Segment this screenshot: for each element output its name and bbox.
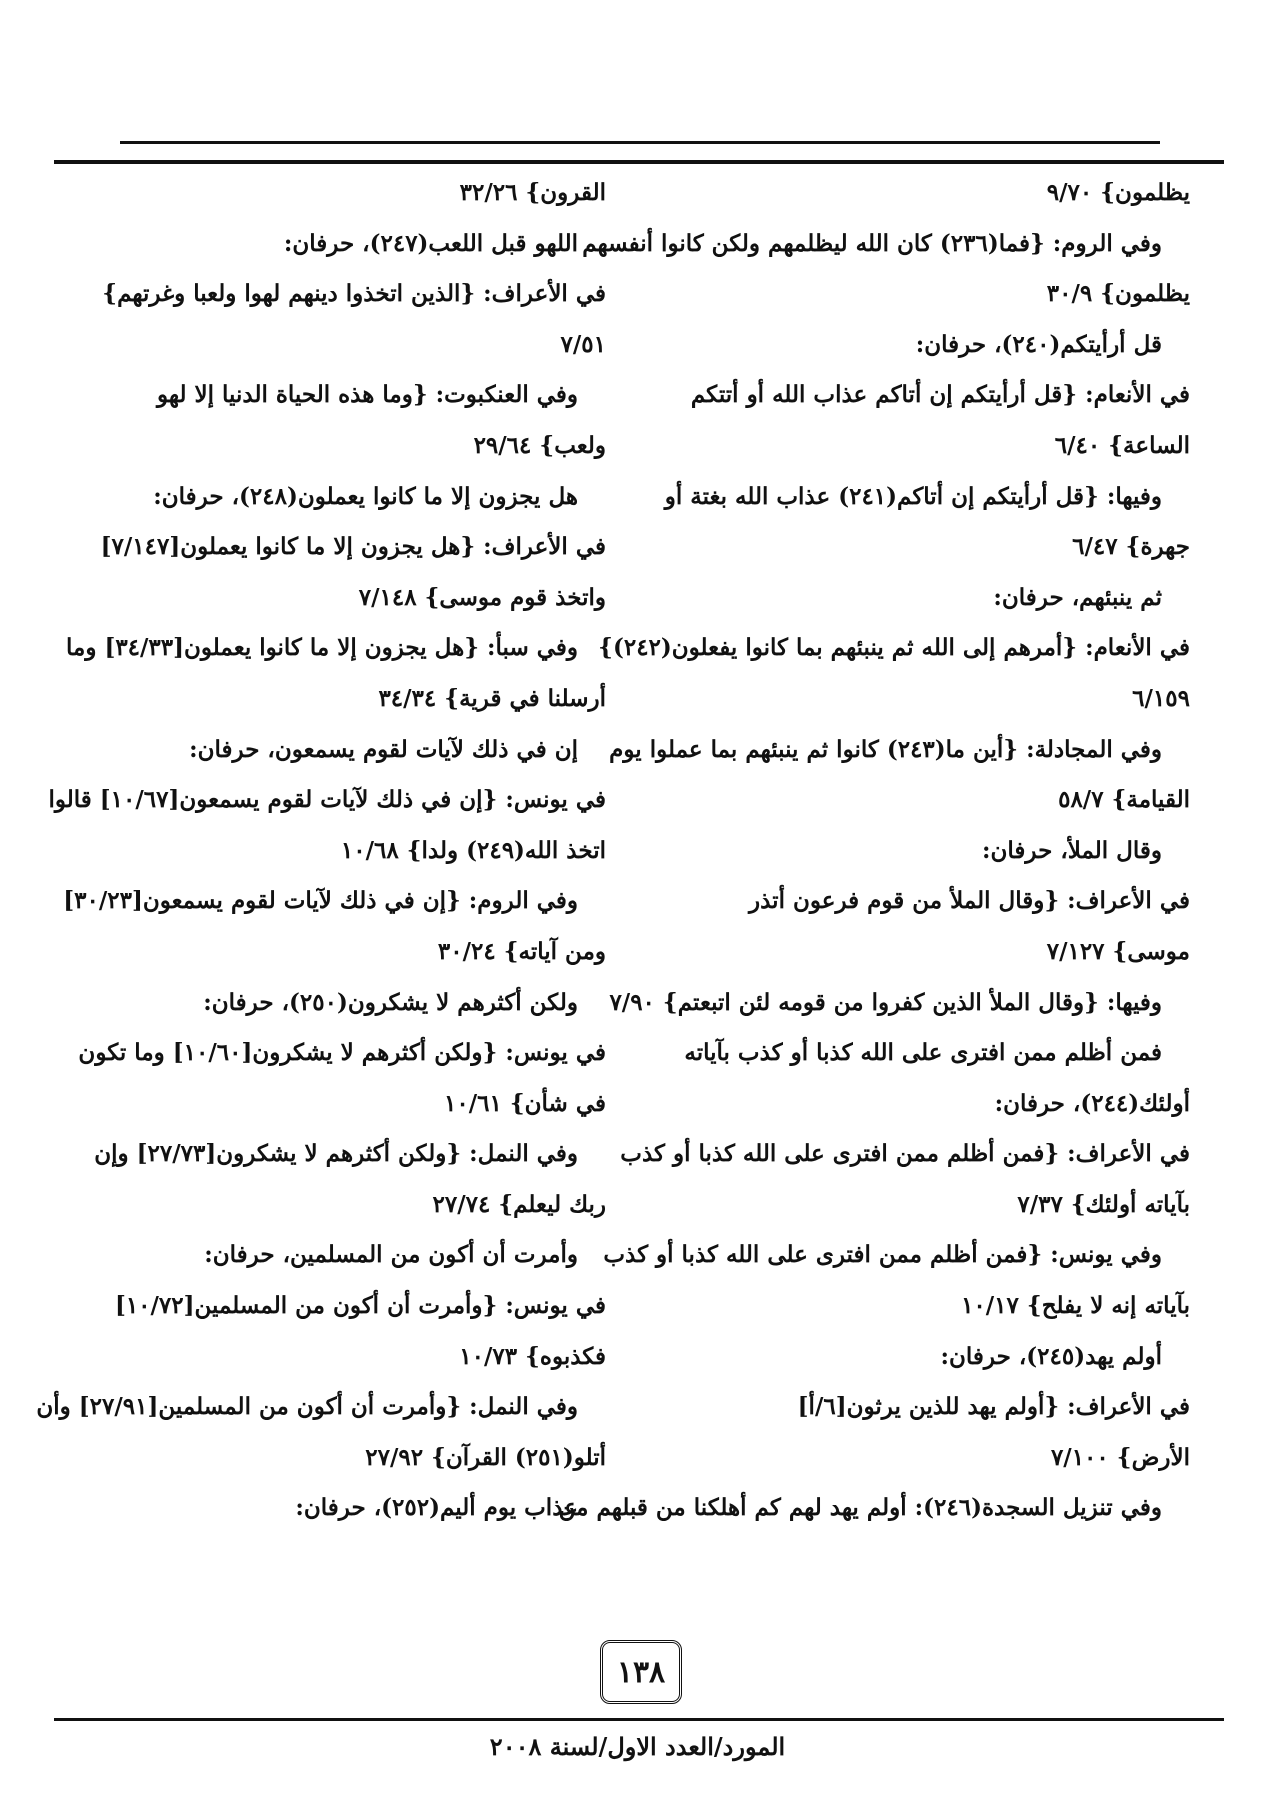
text-line: واتخذ قوم موسى} ٧/١٤٨ <box>358 583 606 611</box>
text-line: عذاب يوم أليم(٢٥٢)، حرفان: <box>295 1494 578 1522</box>
text-line: في الأعراف: {أولم يهد للذين يرثون[٦/أ] <box>797 1393 1190 1421</box>
text-line: الساعة} ٦/٤٠ <box>1054 431 1190 459</box>
text-line: وفي النمل: {وأمرت أن أكون من المسلمين[٢٧/٩١] وأن <box>36 1393 578 1421</box>
text-line: في الأنعام: {أمرهم إلى الله ثم ينبئهم بما كانوا يفعلون(٢٤٢)} <box>598 634 1190 662</box>
text-line: في الأعراف: {الذين اتخذوا دينهم لهوا ولعبا وغرتهم} <box>102 280 606 308</box>
text-line: وفي تنزيل السجدة(٢٤٦): أولم يهد لهم كم أهلكنا من قبلهم من <box>558 1494 1162 1522</box>
text-line: وفي المجادلة: {أين ما(٢٤٣) كانوا ثم ينبئهم بما عملوا يوم <box>609 735 1162 763</box>
text-line: إن في ذلك لآيات لقوم يسمعون، حرفان: <box>189 735 578 763</box>
text-line: وفي الروم: {إن في ذلك لآيات لقوم يسمعون[٣٠/٢٣] <box>63 887 578 915</box>
text-line: أرسلنا في قرية} ٣٤/٣٤ <box>378 684 606 712</box>
journal-footer: المورد/العدد الاول/لسنة ٢٠٠٨ <box>489 1732 786 1761</box>
text-line: يظلمون} ٩/٧٠ <box>1046 179 1190 206</box>
text-line: فكذبوه} ١٠/٧٣ <box>459 1342 606 1370</box>
text-line: وفي الروم: {فما(٢٣٦) كان الله ليظلمهم ولكن كانوا أنفسهم <box>582 229 1162 257</box>
text-line: في يونس: {وأمرت أن أكون من المسلمين[١٠/٧٢] <box>114 1292 606 1320</box>
text-line: في الأنعام: {قل أرأيتكم إن أتاكم عذاب الله أو أتتكم <box>690 381 1190 409</box>
text-line: فمن أظلم ممن افترى على الله كذبا أو كذب بآياته <box>684 1039 1162 1067</box>
text-line: وأمرت أن أكون من المسلمين، حرفان: <box>204 1241 578 1269</box>
text-line: وقال الملأ، حرفان: <box>982 836 1162 864</box>
left-text-column <box>36 168 606 1534</box>
text-line: ربك ليعلم} ٢٧/٧٤ <box>432 1190 606 1218</box>
text-line: في الأعراف: {وقال الملأ من قوم فرعون أتذر <box>749 887 1190 915</box>
text-line: بآياته إنه لا يفلح} ١٠/١٧ <box>961 1292 1190 1320</box>
text-line: يظلمون} ٣٠/٩ <box>1046 280 1190 308</box>
text-line: وفي يونس: {فمن أظلم ممن افترى على الله كذبا أو كذب <box>603 1241 1162 1269</box>
text-line: اللهو قبل اللعب(٢٤٧)، حرفان: <box>283 229 578 257</box>
footer-rule <box>54 1718 1224 1721</box>
header-rule-thick <box>54 160 1224 164</box>
text-line: في يونس: {إن في ذلك لآيات لقوم يسمعون[١٠/٦٧] قالوا <box>48 786 606 814</box>
text-line: ولعب} ٢٩/٦٤ <box>473 431 606 459</box>
text-line: وفي العنكبوت: {وما هذه الحياة الدنيا إلا لهو <box>157 381 578 409</box>
text-line: وفي سبأ: {هل يجزون إلا ما كانوا يعملون[٣٤/٣٣] وما <box>66 634 578 662</box>
text-line: أولئك(٢٤٤)، حرفان: <box>994 1089 1190 1117</box>
text-line: وفي النمل: {ولكن أكثرهم لا يشكرون[٢٧/٧٣] وإن <box>94 1140 578 1168</box>
text-line: في شأن} ١٠/٦١ <box>444 1089 606 1117</box>
text-line: أتلو(٢٥١) القرآن} ٢٧/٩٢ <box>365 1443 606 1471</box>
text-line: ومن آياته} ٣٠/٢٤ <box>437 937 606 965</box>
text-line: أولم يهد(٢٤٥)، حرفان: <box>940 1342 1162 1370</box>
text-line: في يونس: {ولكن أكثرهم لا يشكرون[١٠/٦٠] وما تكون <box>78 1039 606 1067</box>
text-line: اتخذ الله(٢٤٩) ولدا} ١٠/٦٨ <box>340 836 606 864</box>
text-line: ولكن أكثرهم لا يشكرون(٢٥٠)، حرفان: <box>203 988 578 1016</box>
text-line: الأرض} ٧/١٠٠ <box>1050 1443 1190 1471</box>
text-line: في الأعراف: {هل يجزون إلا ما كانوا يعملون[٧/١٤٧] <box>100 533 606 561</box>
text-line: موسى} ٧/١٢٧ <box>1046 937 1190 965</box>
text-line: ٦/١٥٩ <box>1132 684 1190 712</box>
text-line: وفيها: {وقال الملأ الذين كفروا من قومه لئن اتبعتم} ٧/٩٠ <box>609 988 1162 1016</box>
header-rule-thin <box>120 141 1160 144</box>
text-line: القيامة} ٥٨/٧ <box>1058 786 1190 814</box>
page-number: ١٣٨ <box>600 1640 682 1704</box>
text-line: بآياته أولئك} ٧/٣٧ <box>1017 1190 1190 1218</box>
text-line: هل يجزون إلا ما كانوا يعملون(٢٤٨)، حرفان: <box>153 482 578 510</box>
text-line: وفيها: {قل أرأيتكم إن أتاكم(٢٤١) عذاب الله بغتة أو <box>664 482 1162 510</box>
text-line: ٧/٥١ <box>560 330 606 358</box>
text-line: قل أرأيتكم(٢٤٠)، حرفان: <box>915 330 1162 358</box>
text-line: القرون} ٣٢/٢٦ <box>459 179 606 206</box>
text-line: جهرة} ٦/٤٧ <box>1072 533 1190 561</box>
text-line: ثم ينبئهم، حرفان: <box>993 583 1162 611</box>
text-line: في الأعراف: {فمن أظلم ممن افترى على الله كذبا أو كذب <box>620 1140 1190 1168</box>
